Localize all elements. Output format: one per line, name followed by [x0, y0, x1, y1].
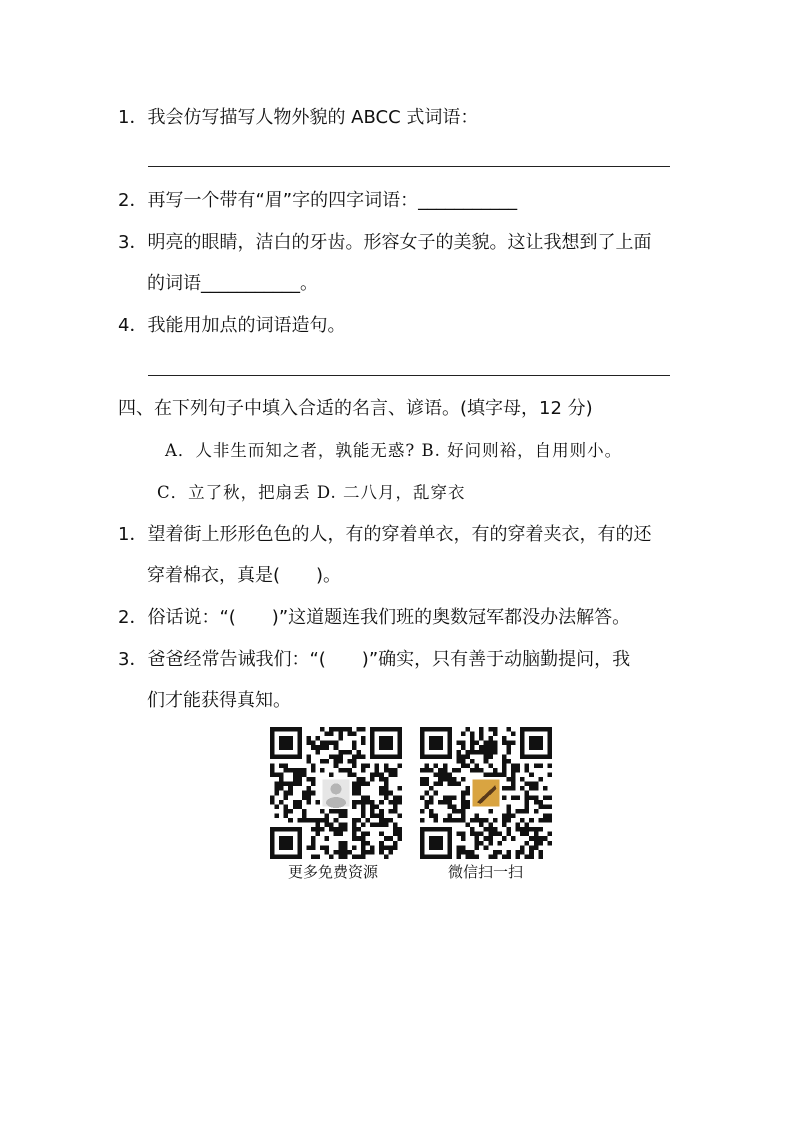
question-4-3-line2: 们才能获得真知。: [147, 690, 291, 711]
qr-code-resources[interactable]: [270, 727, 402, 859]
question-3-1: 1．我会仿写描写人物外貌的 ABCC 式词语：: [118, 107, 479, 128]
logo-icon: [472, 779, 499, 806]
question-4-1-line1: 1．望着街上形形色色的人，有的穿着单衣，有的穿着夹衣，有的还: [118, 524, 652, 545]
options-row-2: C．立了秋，把扇丢 D. 二八月，乱穿衣: [157, 483, 466, 502]
question-3-4: 4．我能用加点的词语造句。: [118, 315, 346, 336]
question-4-2: 2．俗话说：“( )”这道题连我们班的奥数冠军都没办法解答。: [118, 607, 631, 628]
options-row-1: A．人非生而知之者，孰能无惑? B. 好问则裕，自用则小。: [165, 441, 623, 460]
section-4-title: 四、在下列句子中填入合适的名言、谚语。(填字母，12 分): [118, 398, 593, 419]
answer-line: [148, 166, 670, 167]
question-4-3-line1: 3．爸爸经常告诫我们：“( )”确实，只有善于动脑勤提问，我: [118, 649, 631, 670]
question-4-1-line2: 穿着棉衣，真是( )。: [147, 565, 342, 586]
question-3-3-line2: 的词语___________。: [147, 273, 318, 294]
question-3-3-line1: 3．明亮的眼睛，洁白的牙齿。形容女子的美貌。这让我想到了上面: [118, 232, 652, 253]
question-3-2: 2．再写一个带有“眉”字的四字词语：___________: [118, 190, 518, 211]
qr-caption-wechat: 微信扫一扫: [448, 863, 524, 881]
qr-code-wechat[interactable]: [420, 727, 552, 859]
answer-line: [148, 375, 670, 376]
qr-caption-resources: 更多免费资源: [288, 863, 379, 881]
